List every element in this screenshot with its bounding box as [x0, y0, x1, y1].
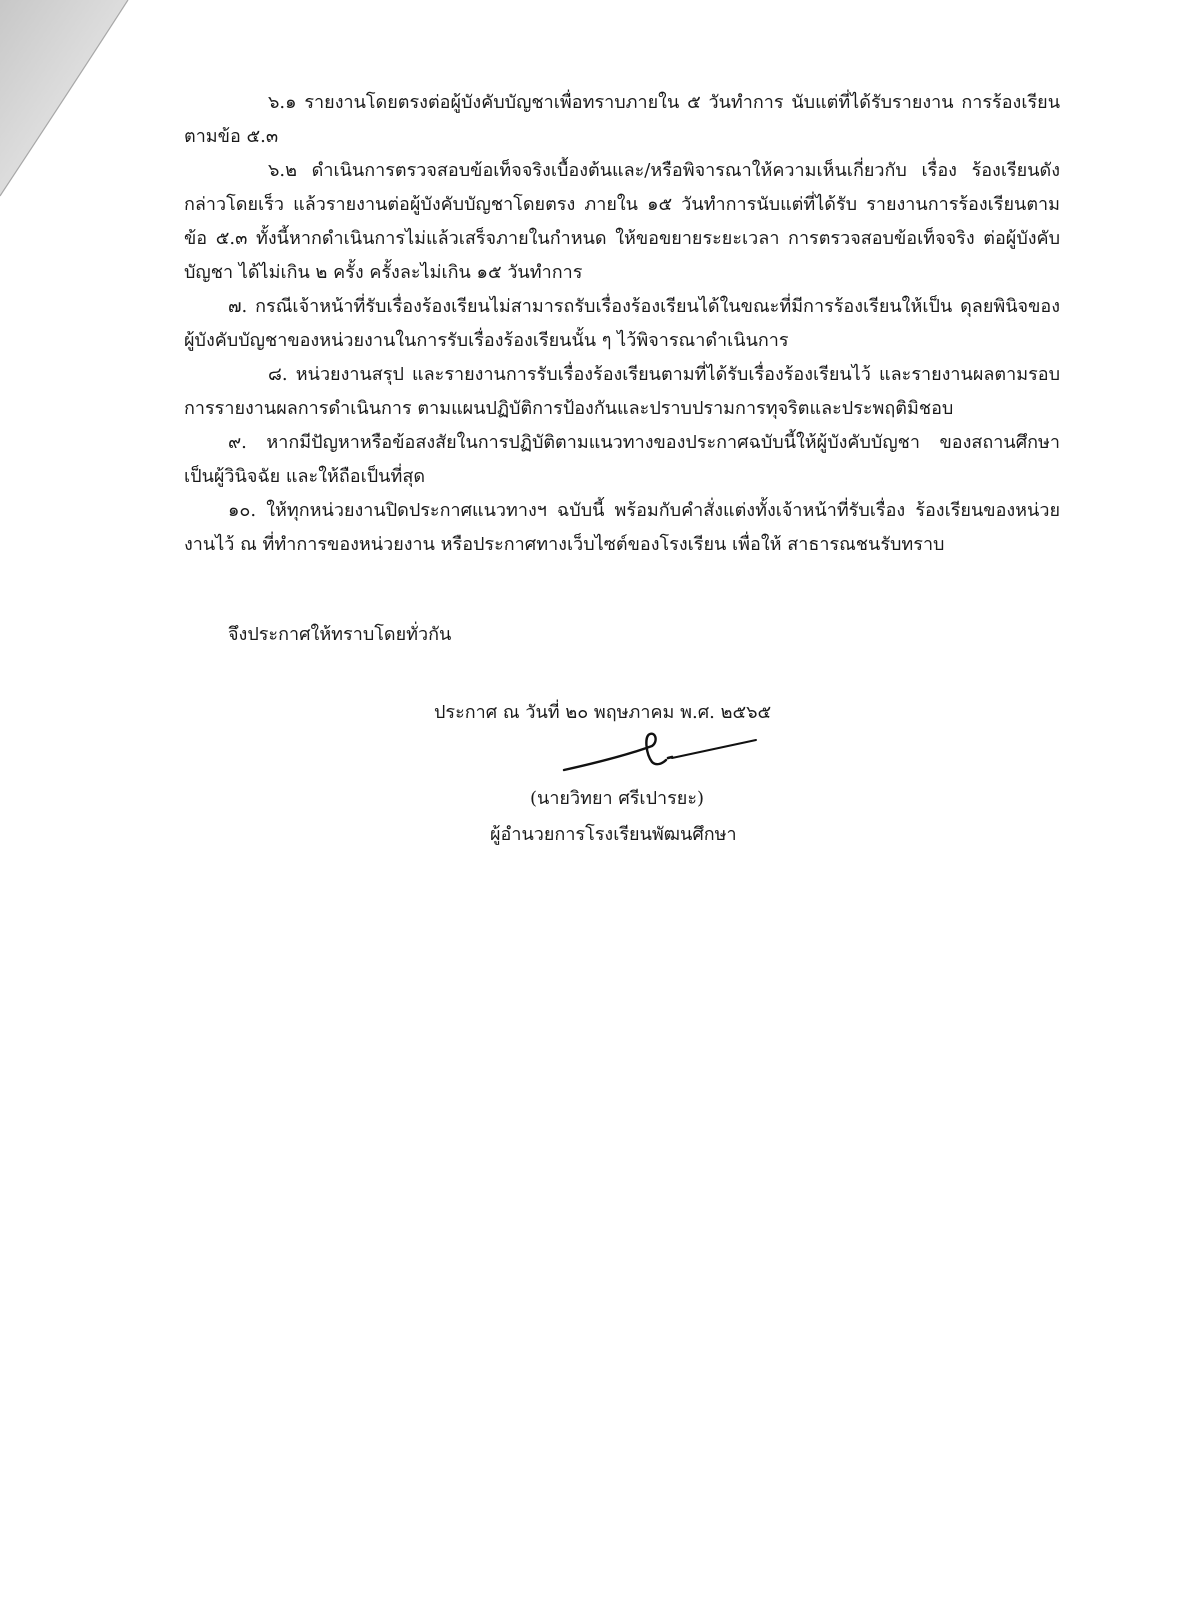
handwritten-signature — [560, 720, 760, 786]
paragraph-7: ๗. กรณีเจ้าหน้าที่รับเรื่องร้องเรียนไม่สามารถรับเรื่องร้องเรียนได้ในขณะที่มีการร้องเรียนให้เป็น ดุลยพินิจของผู้บังคับบัญชาของหน่วยงานในการรับเรื่องร้องเรียนนั้น ๆ ไว้พิจารณาดำเนินการ — [184, 296, 1060, 351]
closing-statement: จึงประกาศให้ทราบโดยทั่วกัน — [228, 624, 452, 645]
signer-title: ผู้อำนวยการโรงเรียนพัฒนศึกษา — [490, 824, 737, 845]
paragraph-6-1: ๖.๑ รายงานโดยตรงต่อผู้บังคับบัญชาเพื่อทราบภายใน ๕ วันทำการ นับแต่ที่ได้รับรายงาน การร้องเรียนตามข้อ ๕.๓ — [184, 92, 1060, 147]
paragraph-6-2: ๖.๒ ดำเนินการตรวจสอบข้อเท็จจริงเบื้องต้นและ/หรือพิจารณาให้ความเห็นเกี่ยวกับ เรื่อง ร้องเรียนดังกล่าวโดยเร็ว แล้วรายงานต่อผู้บังคับบัญชาโดยตรง ภายใน ๑๕ วันทำการนับแต่ที่ได้รับ รายงานการร้องเรียนตามข้อ ๕.๓ ทั้งนี้หากดำเนินการไม่แล้วเสร็จภายในกำหนด ให้ขอขยายระยะเวลา การตรวจสอบข้อเท็จจริง ต่อผู้บังคับบัญชา ได้ไม่เกิน ๒ ครั้ง ครั้งละไม่เกิน ๑๕ วันทำการ — [184, 160, 1060, 283]
paragraph-8: ๘. หน่วยงานสรุป และรายงานการรับเรื่องร้องเรียนตามที่ได้รับเรื่องร้องเรียนไว้ และรายงานผลตามรอบการรายงานผลการดำเนินการ ตามแผนปฏิบัติการป้องกันและปราบปรามการทุจริตและประพฤติมิชอบ — [184, 364, 1060, 419]
paragraph-9: ๙. หากมีปัญหาหรือข้อสงสัยในการปฏิบัติตามแนวทางของประกาศฉบับนี้ให้ผู้บังคับบัญชา ของสถานศึกษาเป็นผู้วินิจฉัย และให้ถือเป็นที่สุด — [184, 432, 1060, 487]
announcement-date: ประกาศ ณ วันที่ ๒๐ พฤษภาคม พ.ศ. ๒๕๖๕ — [434, 702, 772, 723]
paragraph-10: ๑๐. ให้ทุกหน่วยงานปิดประกาศแนวทางฯ ฉบับนี้ พร้อมกับคำสั่งแต่งทั้งเจ้าหน้าที่รับเรื่อง ร้องเรียนของหน่วยงานไว้ ณ ที่ทำการของหน่วยงาน หรือประกาศทางเว็บไซต์ของโรงเรียน เพื่อให้ สาธารณชนรับทราบ — [184, 500, 1060, 555]
signer-name: (นายวิทยา ศรีเปารยะ) — [530, 788, 705, 809]
scan-edge-shadow — [0, 0, 160, 200]
document-body — [184, 86, 1060, 562]
